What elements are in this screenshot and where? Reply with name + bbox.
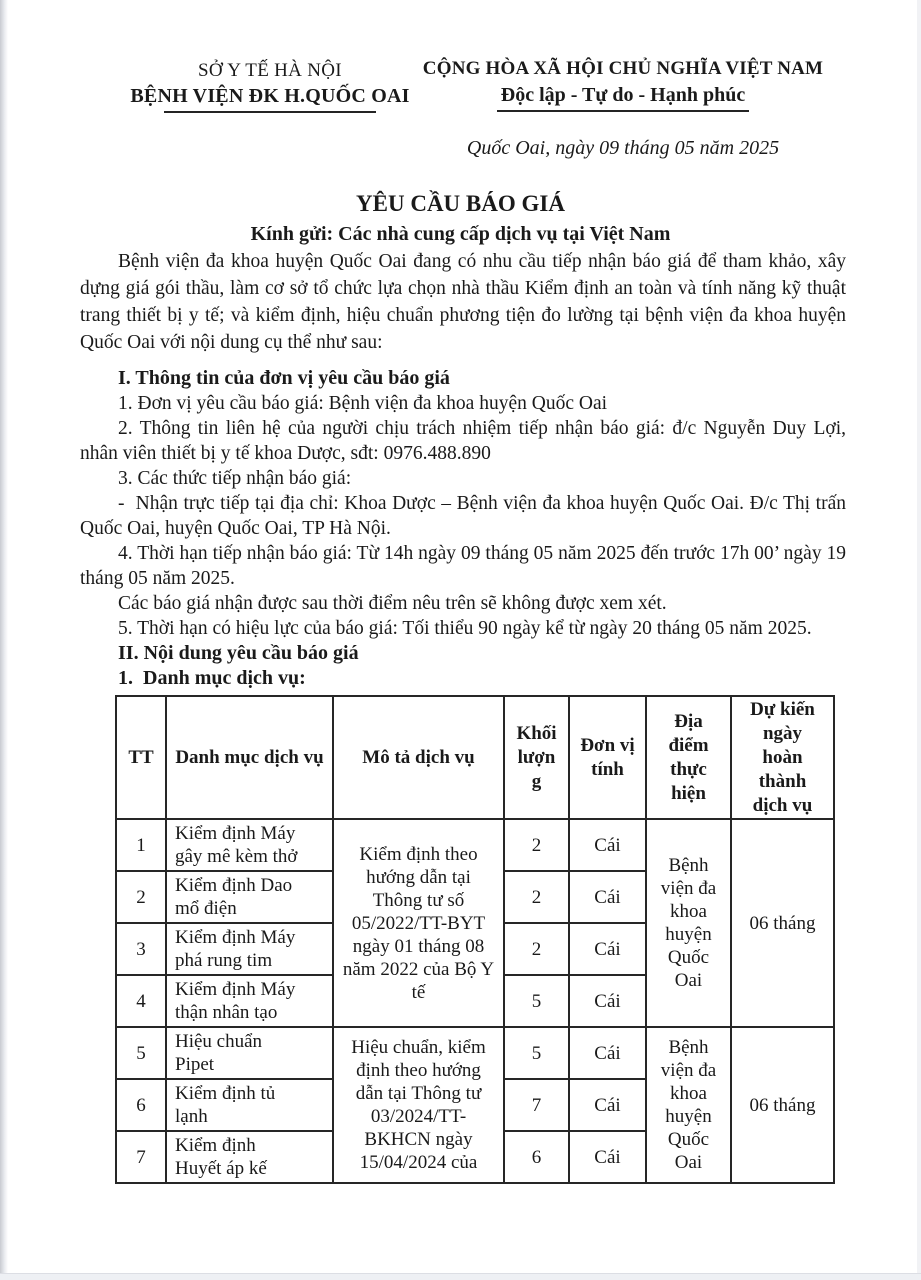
place-dateline: Quốc Oai, ngày 09 tháng 05 năm 2025	[466, 137, 780, 159]
cell-unit: Cái	[569, 1027, 646, 1079]
col-header-unit: Đơn vị tính	[569, 696, 646, 819]
col-header-duration: Dự kiến ngày hoàn thành dịch vụ	[731, 696, 834, 819]
section1-item-2: 2. Thông tin liên hệ của người chịu trách nhiệm tiếp nhận báo giá: đ/c Nguyễn Duy Lợi, nhân viên thiết bị y tế khoa Dược, sđt: 0976.488.890	[80, 418, 846, 464]
motto-underline	[497, 110, 749, 112]
section1-item-4: 4. Thời hạn tiếp nhận báo giá: Từ 14h ngày 09 tháng 05 năm 2025 đến trước 17h 00’ ngày 19 tháng 05 năm 2025.	[80, 543, 846, 589]
cell-service-name: Hiệu chuẩn Pipet	[166, 1027, 333, 1079]
cell-tt: 7	[116, 1131, 166, 1183]
table-row	[116, 1027, 834, 1079]
col-header-description: Mô tả dịch vụ	[333, 696, 504, 819]
cell-tt: 3	[116, 923, 166, 975]
service-list-subheading: 1. Danh mục dịch vụ:	[118, 667, 306, 689]
section1-item-3: 3. Các thức tiếp nhận báo giá:	[118, 468, 352, 489]
cell-unit: Cái	[569, 819, 646, 871]
document-title: YÊU CẦU BÁO GIÁ	[356, 191, 565, 216]
col-header-name: Danh mục dịch vụ	[166, 696, 333, 819]
national-title: CỘNG HÒA XÃ HỘI CHỦ NGHĨA VIỆT NAM	[422, 58, 824, 79]
national-header-block	[398, 58, 848, 112]
page-edge-bottom	[0, 1273, 921, 1280]
cell-unit: Cái	[569, 1131, 646, 1183]
org-underline	[164, 111, 376, 113]
col-header-tt: TT	[116, 696, 166, 819]
cell-unit: Cái	[569, 871, 646, 923]
cell-quantity: 2	[504, 871, 569, 923]
table-row	[116, 819, 834, 871]
cell-description-group1: Kiểm định theo hướng dẫn tại Thông tư số 05/2022/TT-BYT ngày 01 tháng 08 năm 2022 của Bộ Y tế	[333, 819, 504, 1027]
section1-heading: I. Thông tin của đơn vị yêu cầu báo giá	[118, 367, 450, 389]
cell-quantity: 7	[504, 1079, 569, 1131]
section2-heading: II. Nội dung yêu cầu báo giá	[118, 642, 359, 664]
cell-location-group2: Bệnh viện đa khoa huyện Quốc Oai	[646, 1027, 731, 1183]
cell-service-name: Kiểm định Máy gây mê kèm thở	[166, 819, 333, 871]
cell-duration-group2: 06 tháng	[731, 1027, 834, 1183]
table-header-row	[116, 696, 834, 819]
cell-service-name: Kiểm định Huyết áp kế	[166, 1131, 333, 1183]
parent-org-name: SỞ Y TẾ HÀ NỘI	[198, 60, 342, 81]
section1-item-4a: Các báo giá nhận được sau thời điểm nêu trên sẽ không được xem xét.	[118, 593, 667, 614]
service-table	[115, 695, 835, 1184]
cell-quantity: 6	[504, 1131, 569, 1183]
cell-location-group1: Bệnh viện đa khoa huyện Quốc Oai	[646, 819, 731, 1027]
document-body	[80, 248, 846, 1184]
national-motto: Độc lập - Tự do - Hạnh phúc	[500, 84, 746, 106]
cell-unit: Cái	[569, 1079, 646, 1131]
cell-service-name: Kiểm định Máy phá rung tim	[166, 923, 333, 975]
cell-description-group2: Hiệu chuẩn, kiểm định theo hướng dẫn tại Thông tư 03/2024/TT-BKHCN ngày 15/04/2024 của	[333, 1027, 504, 1183]
cell-unit: Cái	[569, 923, 646, 975]
cell-tt: 5	[116, 1027, 166, 1079]
cell-duration-group1: 06 tháng	[731, 819, 834, 1027]
cell-tt: 1	[116, 819, 166, 871]
cell-tt: 2	[116, 871, 166, 923]
cell-quantity: 2	[504, 923, 569, 975]
col-header-quantity: Khối lượng	[504, 696, 569, 819]
section1-item-1: 1. Đơn vị yêu cầu báo giá: Bệnh viện đa khoa huyện Quốc Oai	[118, 393, 608, 414]
cell-quantity: 2	[504, 819, 569, 871]
cell-tt: 4	[116, 975, 166, 1027]
section1-item-3a: - Nhận trực tiếp tại địa chỉ: Khoa Dược – Bệnh viện đa khoa huyện Quốc Oai. Đ/c Thị trấn Quốc Oai, huyện Quốc Oai, TP Hà Nội.	[80, 493, 846, 539]
cell-service-name: Kiểm định tủ lạnh	[166, 1079, 333, 1131]
hospital-name: BỆNH VIỆN ĐK H.QUỐC OAI	[130, 85, 410, 107]
cell-unit: Cái	[569, 975, 646, 1027]
cell-service-name: Kiểm định Máy thận nhân tạo	[166, 975, 333, 1027]
cell-tt: 6	[116, 1079, 166, 1131]
cell-quantity: 5	[504, 975, 569, 1027]
cell-service-name: Kiểm định Dao mổ điện	[166, 871, 333, 923]
cell-quantity: 5	[504, 1027, 569, 1079]
salutation-line: Kính gửi: Các nhà cung cấp dịch vụ tại Việt Nam	[250, 223, 671, 245]
intro-paragraph: Bệnh viện đa khoa huyện Quốc Oai đang có nhu cầu tiếp nhận báo giá để tham khảo, xây dựng giá gói thầu, làm cơ sở tổ chức lựa chọn nhà thầu Kiểm định an toàn và tính năng kỹ thuật trang thiết bị y tế; và kiểm định, hiệu chuẩn phương tiện đo lường tại bệnh viện đa khoa huyện Quốc Oai với nội dung cụ thể như sau:	[80, 251, 846, 353]
section1-item-5: 5. Thời hạn có hiệu lực của báo giá: Tối thiểu 90 ngày kể từ ngày 20 tháng 05 năm 2025.	[118, 618, 812, 639]
col-header-location: Địa điểm thực hiện	[646, 696, 731, 819]
